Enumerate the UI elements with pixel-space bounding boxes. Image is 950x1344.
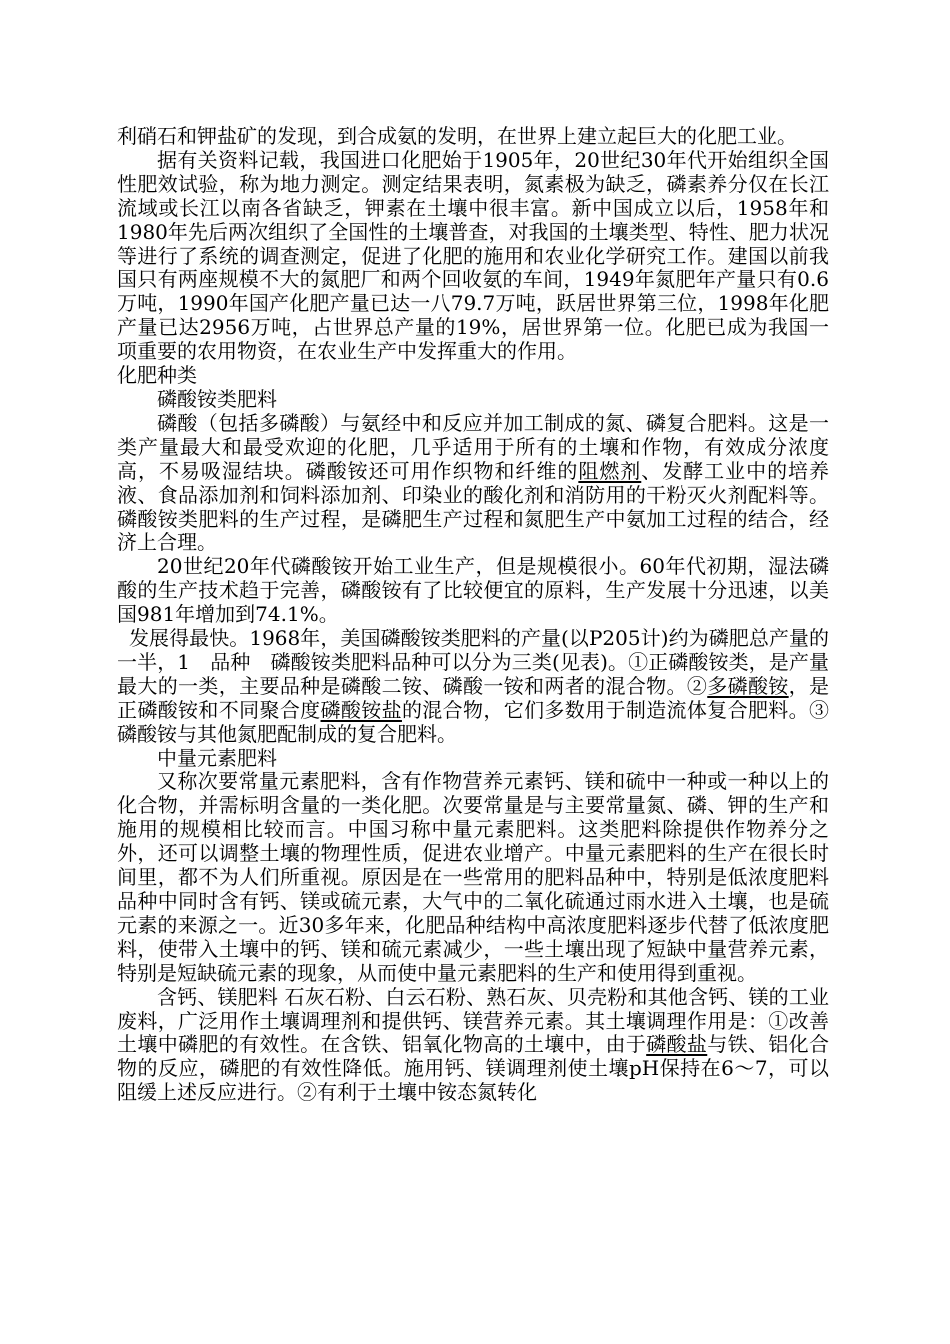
paragraph-ammonium-phosphate: [117, 412, 829, 555]
subheading-secondary-nutrients: 中量元素肥料: [157, 745, 277, 770]
link-polyphosphate[interactable]: 多磷酸铵: [707, 673, 789, 698]
subheading-ammonium-phosphate: 磷酸铵类肥料: [157, 386, 277, 411]
text-segment: 的混合物，它们多数用于制造流体复合肥料。③磷酸铵与其他氮肥配制成的复合肥料。: [117, 697, 830, 746]
paragraph-varieties: [117, 627, 829, 747]
paragraph-calcium-magnesium: [117, 986, 829, 1106]
paragraph-history: 据有关资料记载，我国进口化肥始于1905年，20世纪30年代开始组织全国性肥效试验，称为地力测定。测定结果表明，氮素极为缺乏，磷素养分仅在长江流域或长江以南各省缺乏，钾素在土壤中很丰富。新中国成立以后，1958年和1980年先后两次组织了全国性的土壤普查，对我国的土壤类型、特性、肥力状况等进行了系统的调查测定，促进了化肥的施用和农业化学研究工作。建国以前我国只有两座规模不大的氮肥厂和两个回收氨的车间，1949年氮肥年产量只有0.6万吨，1990年国产化肥产量已达一八79.7万吨，跃居世界第三位，1998年化肥产量已达2956万吨，占世界总产量的19%，居世界第一位。化肥已成为我国一项重要的农用物资，在农业生产中发挥重大的作用。: [117, 147, 829, 364]
text-segment: 与铁、铝化合物的反应，磷肥的有效性降低。施用钙、镁调理剂使土壤pH保持在6～7，可以阻缓上述反应进行。②有利于土壤中铵态氮转化: [117, 1032, 830, 1105]
link-ammonium-phosphate-salt[interactable]: 磷酸铵盐: [320, 697, 402, 722]
text-segment: 磷酸（包括多磷酸）与氨经中和反应并加工制成的氮、磷复合肥料。这是一类产量最大和最受欢迎的化肥，几乎适用于所有的土壤和作物，有效成分浓度高，不易吸湿结块。磷酸铵还可用作织物和纤维的: [117, 410, 829, 483]
link-phosphate[interactable]: 磷酸盐: [646, 1032, 708, 1057]
paragraph-intro-continued: 利硝石和钾盐矿的发现，到合成氨的发明，在世界上建立起巨大的化肥工业。: [117, 124, 797, 148]
paragraph-secondary-nutrients: 又称次要常量元素肥料，含有作物营养元素钙、镁和硫中一种或一种以上的化合物，并需标明含量的一类化肥。次要常量是与主要常量氮、磷、钾的生产和施用的规模相比较而言。中国习称中量元素肥料。这类肥料除提供作物养分之外，还可以调整土壤的物理性质，促进农业增产。中量元素肥料的生产在很长时间里，都不为人们所重视。原因是在一些常用的肥料品种中，特别是低浓度肥料品种中同时含有钙、镁或硫元素，大气中的二氧化硫通过雨水进入土壤，也是硫元素的来源之一。近30多年来，化肥品种结构中高浓度肥料逐步代替了低浓度肥料，使带入土壤中的钙、镁和硫元素减少，一些土壤出现了短缺中量营养元素，特别是短缺硫元素的现象，从而使中量元素肥料的生产和使用得到重视。: [117, 769, 829, 985]
section-heading-fertilizer-types: 化肥种类: [117, 363, 197, 388]
text-segment: ，是正磷酸铵和不同聚合度: [117, 673, 830, 722]
text-segment: 、发酵工业中的培养液、食品添加剂和饲料添加剂、印染业的酸化剂和消防用的干粉灭火剂配料等。磷酸铵类肥料的生产过程，是磷肥生产过程和氮肥生产中氨加工过程的结合，经济上合理。: [117, 458, 830, 555]
document-page: [117, 125, 829, 1105]
text-segment: 发展得最快。1968年，美国磷酸铵类肥料的产量(以P205计)约为磷肥总产量的一半，1 品种 磷酸铵类肥料品种可以分为三类(见表)。①正磷酸铵类，是产量最大的一类，主要品种是磷酸二铵、磷酸一铵和两者的混合物。②: [117, 626, 829, 698]
text-segment: 含钙、镁肥料 石灰石粉、白云石粉、熟石灰、贝壳粉和其他含钙、镁的工业废料，广泛用作土壤调理剂和提供钙、镁营养元素。其土壤调理作用是：①改善土壤中磷肥的有效性。在含铁、铝氧化物高的土壤中，由于: [117, 984, 829, 1057]
link-flame-retardant[interactable]: 阻燃剂: [578, 458, 642, 483]
paragraph-industrial-production: 20世纪20年代磷酸铵开始工业生产，但是规模很小。60年代初期，湿法磷酸的生产技术趋于完善，磷酸铵有了比较便宜的原料，生产发展十分迅速，以美国981年增加到74.1%。: [117, 554, 829, 627]
